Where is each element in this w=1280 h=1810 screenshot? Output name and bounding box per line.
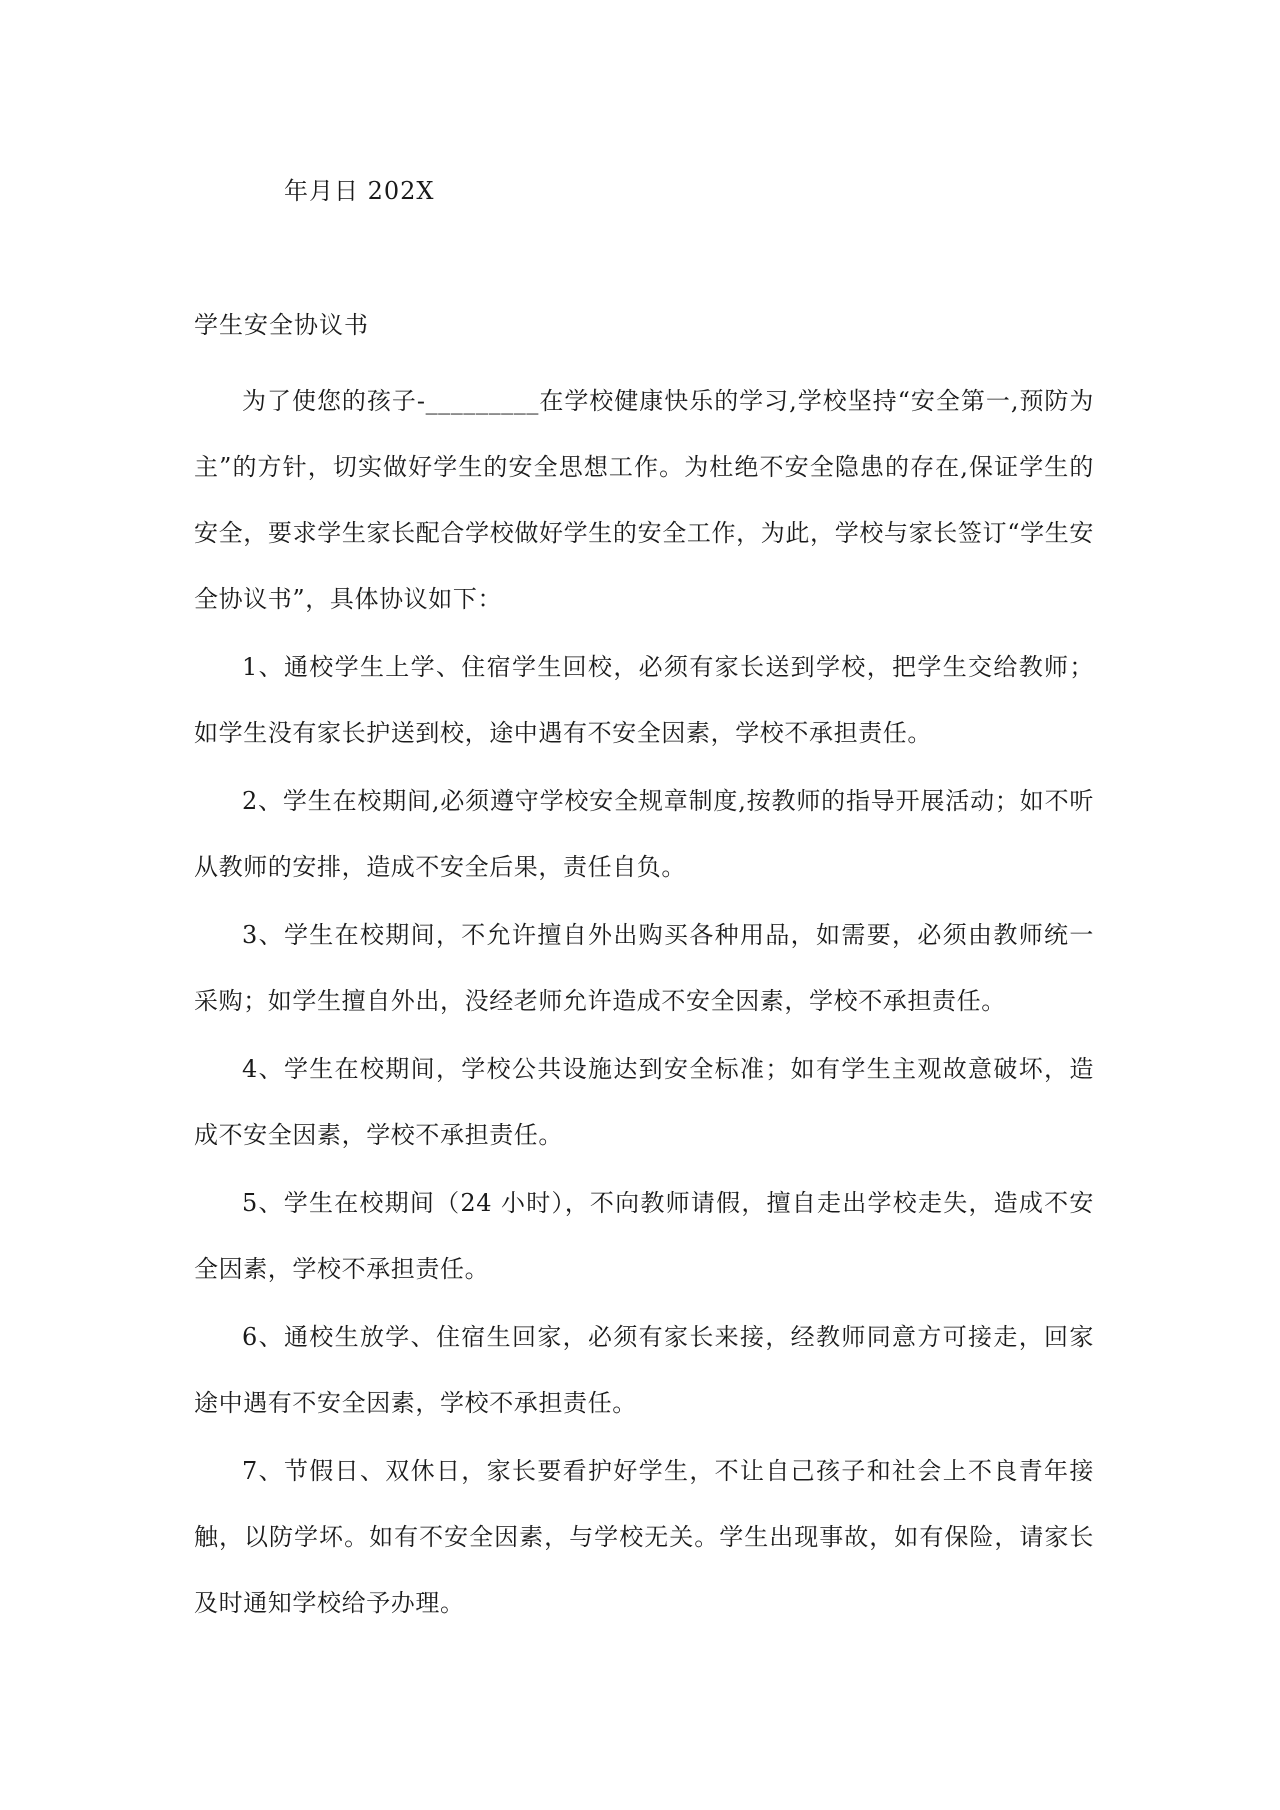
clause-7: 7、节假日、双休日，家长要看护好学生，不让自己孩子和社会上不良青年接触，以防学坏。如有不安全因素，与学校无关。学生出现事故，如有保险，请家长及时通知学校给予办理。: [194, 1457, 1094, 1617]
clause-6: 6、通校生放学、住宿生回家，必须有家长来接，经教师同意方可接走，回家途中遇有不安全因素，学校不承担责任。: [194, 1323, 1094, 1417]
clause-2: 2、学生在校期间,必须遵守学校安全规章制度,按教师的指导开展活动；如不听从教师的安排，造成不安全后果，责任自负。: [194, 787, 1094, 881]
intro-paragraph: 为了使您的孩子-_________在学校健康快乐的学习,学校坚持“安全第一,预防为主”的方针，切实做好学生的安全思想工作。为杜绝不安全隐患的存在,保证学生的安全，要求学生家长配合学校做好学生的安全工作，为此，学校与家长签订“学生安全协议书”，具体协议如下：: [194, 387, 1094, 613]
date-line: 年月日 202X: [284, 177, 435, 205]
clause-1: 1、通校学生上学、住宿学生回校，必须有家长送到学校，把学生交给教师；如学生没有家长护送到校，途中遇有不安全因素，学校不承担责任。: [194, 653, 1094, 747]
clause-4: 4、学生在校期间，学校公共设施达到安全标准；如有学生主观故意破坏，造成不安全因素，学校不承担责任。: [194, 1055, 1094, 1149]
document-body: [194, 368, 1094, 1638]
clause-5: 5、学生在校期间（24 小时），不向教师请假，擅自走出学校走失，造成不安全因素，学校不承担责任。: [194, 1189, 1094, 1283]
clause-3: 3、学生在校期间，不允许擅自外出购买各种用品，如需要，必须由教师统一采购；如学生擅自外出，没经老师允许造成不安全因素，学校不承担责任。: [194, 921, 1094, 1015]
document-title: 学生安全协议书: [194, 311, 369, 339]
